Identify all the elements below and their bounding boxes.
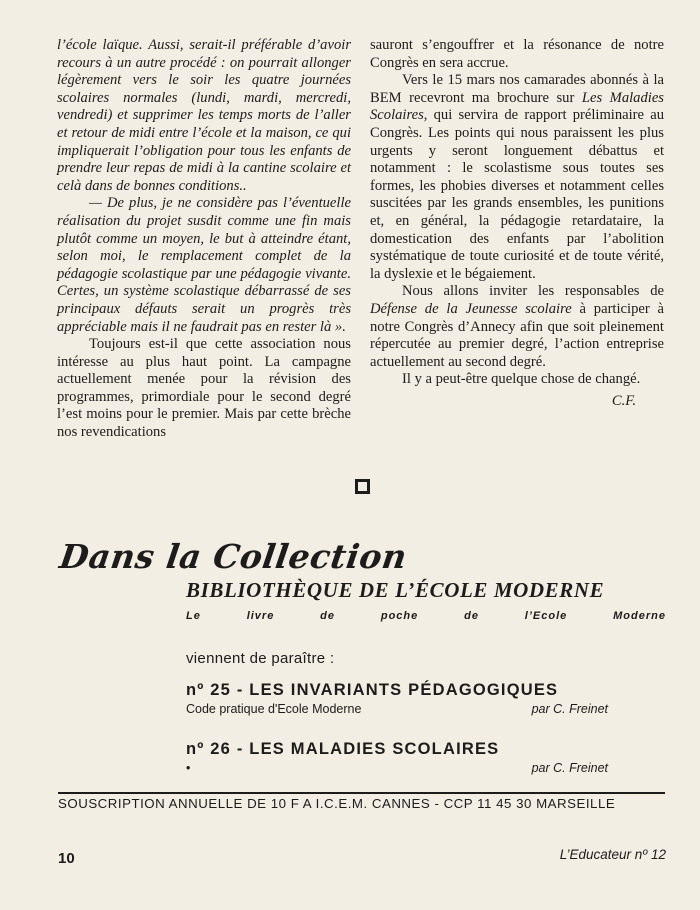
organization-reference: Défense de la Jeunesse scolaire — [370, 300, 572, 317]
book-title-reference: Les Maladies Scolaires — [370, 89, 664, 124]
right-column — [370, 37, 664, 410]
paragraph: sauront s’engouffrer et la résonance de notre Congrès en sera accrue. — [370, 37, 664, 71]
paragraph: Il y a peut-être quelque chose de changé. — [402, 371, 641, 388]
book-subtitle: • — [186, 761, 191, 775]
announcement: viennent de paraître : — [186, 650, 335, 667]
left-column — [57, 37, 351, 442]
subtitle-word: livre — [246, 610, 275, 622]
book-entry — [186, 681, 608, 718]
book-author: par C. Freinet — [531, 761, 608, 775]
paragraph: — De plus, je ne considère pas l’éventuelle réalisation du projet susdit comme une fin mais plutôt comme un moyen, le but à atteindre étant, selon moi, le remplacement complet de la pédagogie scolastique par une pédagogie vivante. Certes, un système scolastique débarrassé de ses principaux défauts serait un progrès très appréciable mais il ne faudrait pas en rester là ». — [57, 195, 351, 335]
collection-script-title: Dans la Collection — [57, 537, 410, 576]
subtitle-word: Moderne — [613, 610, 666, 622]
book-subtitle: Code pratique d'Ecole Moderne — [186, 702, 362, 716]
page-number: 10 — [58, 850, 75, 867]
subtitle-word: l’Ecole — [524, 610, 568, 622]
book-entry — [186, 740, 608, 777]
subscription-notice: SOUSCRIPTION ANNUELLE DE 10 F A I.C.E.M. CANNES - CCP 11 45 30 MARSEILLE — [58, 796, 616, 811]
journal-reference: L’Educateur nº 12 — [559, 847, 666, 862]
subtitle-word: de — [464, 610, 479, 622]
collection-subtitle — [186, 610, 666, 622]
book-title: nº 26 - LES MALADIES SCOLAIRES — [186, 740, 500, 758]
divider — [58, 792, 665, 794]
paragraph: Vers le 15 mars nos camarades abonnés à la BEM recevront ma brochure sur Les Maladies Scolaires, qui servira de rapport préliminaire au Congrès. Les points qui nous paraissent les plus urgents y seront longuement débattus et notamment : le scolastisme sous toutes ses formes, les phobies diverses et notamment celles suscitées par les grands ensembles, les punitions et, en général, la pédagogie retardataire, la domestication des enfants par l’abolition systématique de toute curiosité et de toute vérité, la dyslexie et le bégaiement. — [370, 72, 664, 282]
book-title: nº 25 - LES INVARIANTS PÉDAGOGIQUES — [186, 681, 559, 699]
subtitle-word: poche — [380, 610, 419, 622]
paragraph: l’école laïque. Aussi, serait-il préférable d’avoir recours à un autre procédé : on pourrait allonger légèrement vers le soir les quatre journées scolaires normales (lundi, mardi, mercredi, vendredi) et supprimer les temps morts de l’aller et retour de midi entre l’école et la maison, ce qui impliquerait l’obligation pour tous les enfants de prendre leur repas de midi à la cantine scolaire et celà dans de bonnes conditions.. — [57, 37, 351, 194]
paragraph: Toujours est-il que cette association nous intéresse au plus haut point. La campagne actuellement menée pour la révision des programmes, primordiale pour le second degré l’est moins pour le premier. Mais par cette brèche nos revendications — [57, 336, 351, 441]
signature: C.F. — [611, 392, 636, 409]
subtitle-word: Le — [186, 610, 201, 622]
subtitle-word: de — [320, 610, 336, 622]
book-author: par C. Freinet — [531, 702, 608, 716]
section-separator — [355, 479, 370, 494]
collection-title: BIBLIOTHÈQUE DE L’ÉCOLE MODERNE — [186, 578, 605, 602]
paragraph: Nous allons inviter les responsables de Défense de la Jeunesse scolaire à participer à notre Congrès d’Annecy afin que soit pleinement répercutée au premier degré, l’action entreprise actuellement au second degré. — [370, 283, 664, 370]
